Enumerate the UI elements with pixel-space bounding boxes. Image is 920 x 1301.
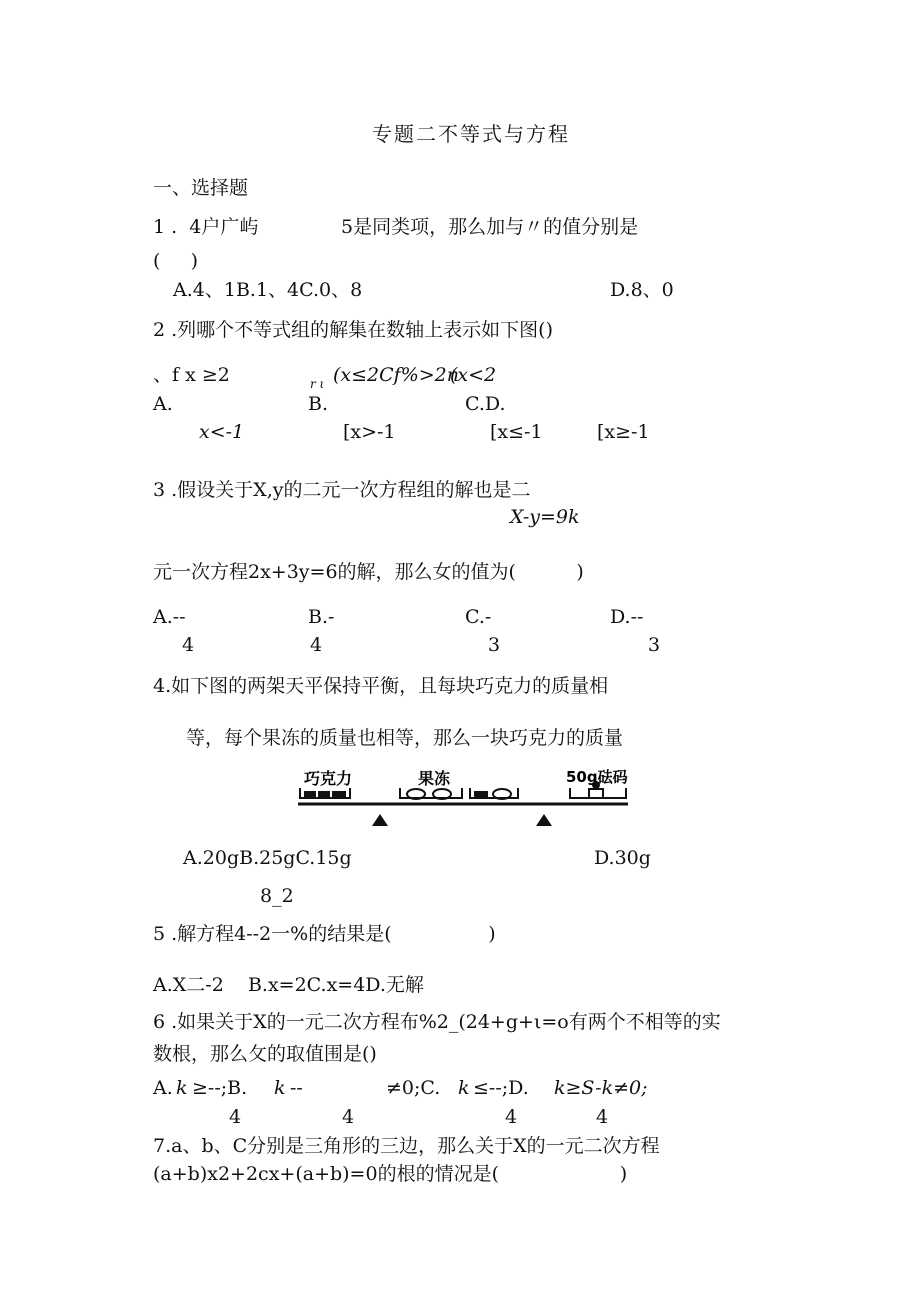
q2-row1-b: r ι xyxy=(310,377,325,391)
chocolate-label: 巧克力 xyxy=(304,769,353,788)
q3-denominator-b: 4 xyxy=(310,634,323,656)
balance-scales-figure xyxy=(290,760,640,832)
q6-stem: 6 .如果关于X的一元二次方程布%2_(24+g+ι=o有两个不相等的实 xyxy=(153,1011,721,1033)
q6-option-d-rest: k≥S-k≠0; xyxy=(554,1077,648,1099)
q3-option-b: B.- xyxy=(308,606,335,628)
q6-option-a-label: A. xyxy=(153,1077,173,1099)
q5-fraction-line: 8_2 xyxy=(260,885,294,907)
q2-row3-d: [x≥-1 xyxy=(597,421,650,443)
q3-stem-line2: 元一次方程2x+3y=6的解，那么女的值为( ) xyxy=(153,561,584,583)
q6-option-b-neq: ≠0;C. xyxy=(386,1077,441,1099)
q3-denominator-c: 3 xyxy=(488,634,501,656)
q2-row1-a: 、f x ≥2 xyxy=(153,364,230,386)
q2-row3-a: x<-1 xyxy=(199,421,245,443)
q3-denominator-a: 4 xyxy=(182,634,195,656)
q3-equation: X-y=9k xyxy=(510,506,580,528)
q4-options-abc: A.20gB.25gC.15g xyxy=(183,847,352,869)
q6-denominator-d: 4 xyxy=(596,1106,609,1128)
q3-option-a: A.-- xyxy=(153,606,186,628)
q2-label-cd: C.D. xyxy=(465,393,506,415)
q4-option-d: D.30g xyxy=(594,847,651,869)
q6-denominator-a: 4 xyxy=(229,1106,242,1128)
q6-denominator-c: 4 xyxy=(505,1106,518,1128)
chocolate-blocks xyxy=(304,791,346,797)
q4-stem-line2: 等，每个果冻的质量也相等，那么一块巧克力的质量 xyxy=(186,727,624,749)
q1-options-abc: A.4、1B.1、4C.0、8 xyxy=(173,279,363,301)
q6-denominator-b: 4 xyxy=(342,1106,355,1128)
q2-row3-c: [x≤-1 xyxy=(490,421,543,443)
weight-label: 50g砝码 xyxy=(566,768,628,786)
q3-denominator-d: 3 xyxy=(648,634,661,656)
q6-option-b-var: k xyxy=(274,1077,286,1099)
q6-option-c-var: k xyxy=(458,1077,470,1099)
jelly-label: 果冻 xyxy=(418,769,451,788)
q2-stem: 2 .列哪个不等式组的解集在数轴上表示如下图() xyxy=(153,319,553,341)
chocolate-block-right xyxy=(474,791,488,797)
q6-option-b-rest: -- xyxy=(290,1077,303,1099)
q1-answer-paren: ( ) xyxy=(153,250,199,272)
q2-row3-b: [x>-1 xyxy=(343,421,396,443)
q6-stem-line2: 数根，那么攵的取值围是() xyxy=(153,1043,377,1065)
section-heading: 一、选择题 xyxy=(153,177,249,199)
q6-option-a-rest: ≥--;B. xyxy=(192,1077,248,1099)
page-title: 专题二不等式与方程 xyxy=(372,122,570,146)
q1-stem-b: 5是同类项，那么加与〃的值分别是 xyxy=(341,216,639,238)
q2-row1-c: (x≤2Cf%>2n xyxy=(333,364,460,386)
q2-label-b: B. xyxy=(308,393,329,415)
left-fulcrum xyxy=(372,814,388,826)
q3-option-d: D.-- xyxy=(610,606,644,628)
q2-label-a: A. xyxy=(153,393,173,415)
q1-option-d: D.8、0 xyxy=(610,279,674,301)
q6-option-c-rest: ≤--;D. xyxy=(473,1077,529,1099)
q5-stem: 5 .解方程4--2一%的结果是( ) xyxy=(153,923,496,945)
q3-option-c: C.- xyxy=(465,606,492,628)
right-fulcrum xyxy=(536,814,552,826)
q2-row1-d: (x<2 xyxy=(450,364,497,386)
q4-stem: 4.如下图的两架天平保持平衡，且每块巧克力的质量相 xyxy=(153,675,609,697)
q5-options: A.X二-2 B.x=2C.x=4D.无解 xyxy=(153,974,424,996)
q3-stem: 3 .假设关于X,y的二元一次方程组的解也是二 xyxy=(153,479,531,501)
q1-stem-a: 1 . 4户广屿 xyxy=(153,216,259,238)
q7-stem-line2: (a+b)x2+2cx+(a+b)=0的根的情况是( ) xyxy=(153,1163,628,1185)
q7-stem: 7.a、b、C分别是三角形的三边，那么关于X的一元二次方程 xyxy=(153,1135,660,1157)
q6-option-a-var: k xyxy=(176,1077,188,1099)
